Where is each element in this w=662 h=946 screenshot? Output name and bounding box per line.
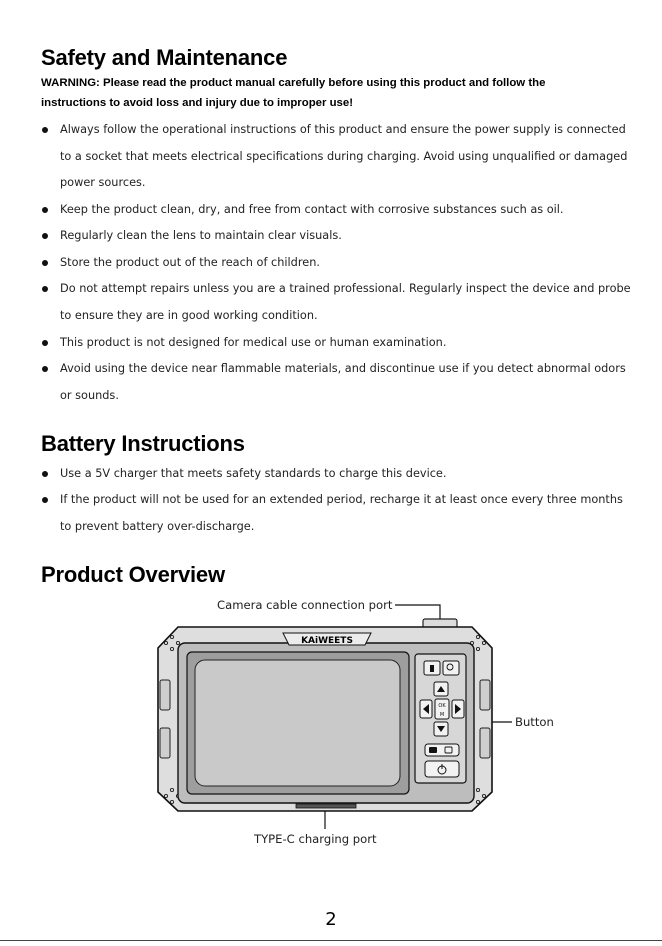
bullet-icon [42,340,48,346]
safety-item-7-line-1: Avoid using the device near flammable materials, and discontinue use if you detect abnormal odors [60,362,626,375]
bullet-icon [42,471,48,477]
battery-item-2-line-2: to prevent battery over-discharge. [60,520,255,533]
warning-line-2: instructions to avoid loss and injury due to improper use! [41,97,354,109]
zoom-button [443,661,459,675]
page-bottom-rule [0,940,662,941]
safety-item-2: Keep the product clean, dry, and free from contact with corrosive substances such as oil. [60,203,564,216]
bullet-icon [42,127,48,133]
battery-title: Battery Instructions [41,431,245,456]
button-label: Button [515,715,554,729]
safety-item-3: Regularly clean the lens to maintain clear visuals. [60,229,342,242]
safety-item-4: Store the product out of the reach of children. [60,256,320,269]
overview-title: Product Overview [41,562,225,587]
camera-icon [429,747,437,753]
flashlight-icon [430,665,434,672]
typec-label: TYPE-C charging port [254,832,377,846]
bullet-icon [42,497,48,503]
bullet-icon [42,260,48,266]
screen [195,660,400,786]
safety-item-6: This product is not designed for medical use or human examination. [60,336,447,349]
safety-item-7-line-2: or sounds. [60,389,119,402]
bullet-icon [42,366,48,372]
battery-item-1: Use a 5V charger that meets safety standards to charge this device. [60,467,447,480]
device-illustration [150,595,520,835]
safety-item-1-line-3: power sources. [60,176,146,189]
bullet-icon [42,207,48,213]
safety-item-1-line-1: Always follow the operational instructions of this product and ensure the power supply is connected [60,123,626,136]
typec-port [296,804,356,808]
safety-item-5-line-2: to ensure they are in good working condition. [60,309,318,322]
bullet-icon [42,233,48,239]
ok-mark: OK [438,703,446,709]
camera-port-label: Camera cable connection port [217,598,393,612]
safety-title: Safety and Maintenance [41,45,288,70]
warning-line-1: WARNING: Please read the product manual carefully before using this product and follow the [41,77,546,89]
bullet-icon [42,286,48,292]
page-number: 2 [325,909,337,930]
safety-item-1-line-2: to a socket that meets electrical specifications during charging. Avoid using unqualified or damaged [60,150,628,163]
battery-item-2-line-1: If the product will not be used for an extended period, recharge it at least once every three months [60,493,623,506]
menu-mark: M [439,712,445,718]
safety-item-5-line-1: Do not attempt repairs unless you are a trained professional. Regularly inspect the device and probe [60,282,631,295]
brand-text: KAiWEETS [301,636,353,646]
